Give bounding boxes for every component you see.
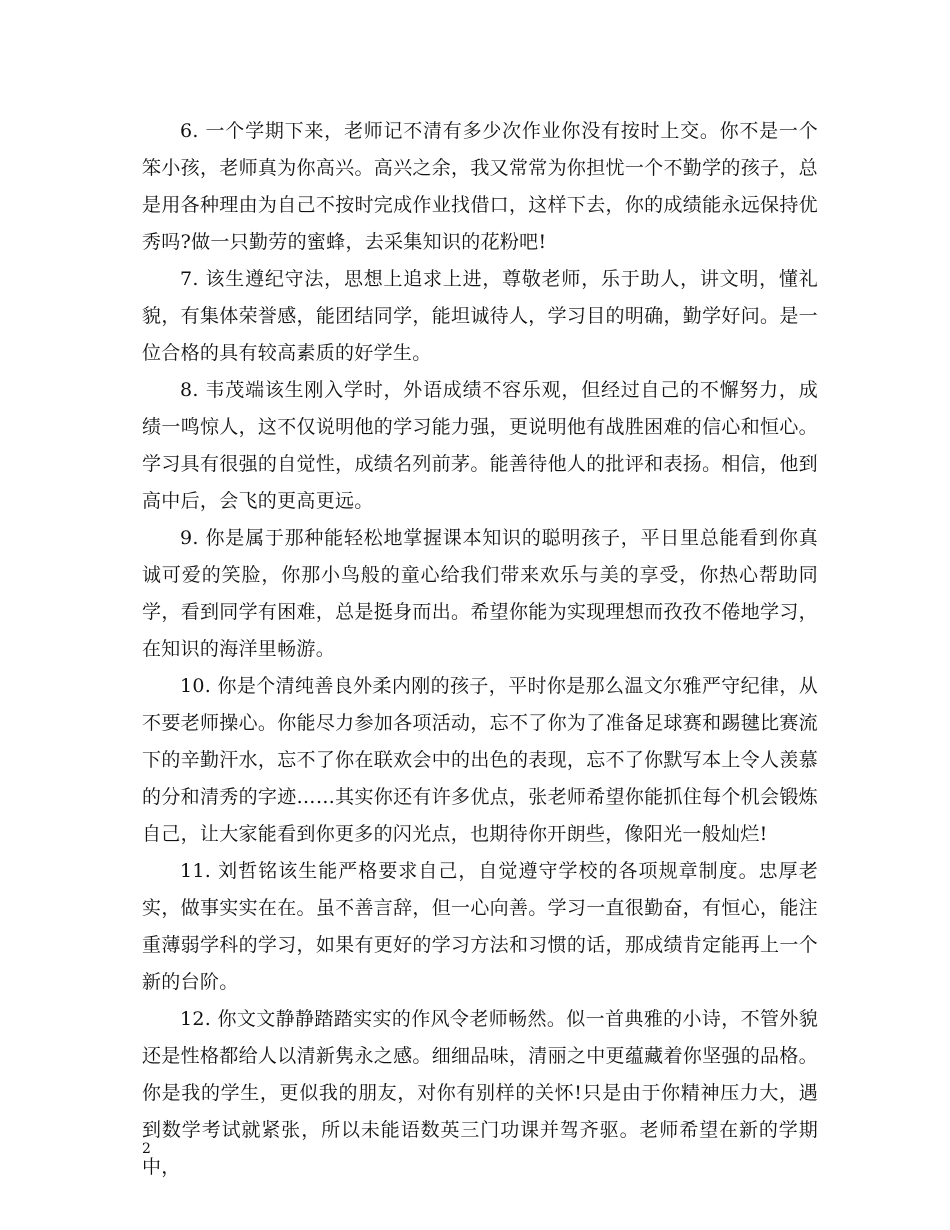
comment-paragraph-6: 6. 一个学期下来，老师记不清有多少次作业你没有按时上交。你不是一个笨小孩，老师真为你高兴。高兴之余，我又常常为你担忧一个不勤学的孩子，总是用各种理由为自己不按时完成作业找借口，这样下去，你的成绩能永远保持优秀吗?做一只勤劳的蜜蜂，去采集知识的花粉吧! bbox=[142, 120, 818, 253]
comment-paragraph-8: 8. 韦茂端该生刚入学时，外语成绩不容乐观，但经过自己的不懈努力，成绩一鸣惊人，这不仅说明他的学习能力强，更说明他有战胜困难的信心和恒心。学习具有很强的自觉性，成绩名列前茅。能善待他人的批评和表扬。相信，他到高中后，会飞的更高更远。 bbox=[142, 379, 818, 512]
comment-paragraph-11: 11. 刘哲铭该生能严格要求自己，自觉遵守学校的各项规章制度。忠厚老实，做事实实在在。虽不善言辞，但一心向善。学习一直很勤奋，有恒心，能注重薄弱学科的学习，如果有更好的学习方法和习惯的话，那成绩肯定能再上一个新的台阶。 bbox=[142, 860, 818, 993]
page-content bbox=[142, 113, 818, 1186]
comment-paragraph-9: 9. 你是属于那种能轻松地掌握课本知识的聪明孩子，平日里总能看到你真诚可爱的笑脸，你那小鸟般的童心给我们带来欢乐与美的享受，你热心帮助同学，看到同学有困难，总是挺身而出。希望你能为实现理想而孜孜不倦地学习，在知识的海洋里畅游。 bbox=[142, 527, 818, 660]
comment-paragraph-12: 12. 你文文静静踏踏实实的作风令老师畅然。似一首典雅的小诗，不管外貌还是性格都给人以清新隽永之感。细细品味，清丽之中更蕴藏着你坚强的品格。你是我的学生，更似我的朋友，对你有别样的关怀!只是由于你精神压力大，遇到数学考试就紧张，所以未能语数英三门功课并驾齐驱。老师希望在新的学期中， bbox=[142, 1008, 818, 1178]
comment-paragraph-10: 10. 你是个清纯善良外柔内刚的孩子，平时你是那么温文尔雅严守纪律，从不要老师操心。你能尽力参加各项活动，忘不了你为了准备足球赛和踢毽比赛流下的辛勤汗水，忘不了你在联欢会中的出色的表现，忘不了你默写本上令人羡慕的分和清秀的字迹……其实你还有许多优点，张老师希望你能抓住每个机会锻炼自己，让大家能看到你更多的闪光点，也期待你开朗些，像阳光一般灿烂! bbox=[142, 675, 818, 845]
page-number: 2 bbox=[142, 1141, 151, 1157]
comment-paragraph-7: 7. 该生遵纪守法，思想上追求上进，尊敬老师，乐于助人，讲文明，懂礼貌，有集体荣誉感，能团结同学，能坦诚待人，学习目的明确，勤学好问。是一位合格的具有较高素质的好学生。 bbox=[142, 268, 818, 364]
